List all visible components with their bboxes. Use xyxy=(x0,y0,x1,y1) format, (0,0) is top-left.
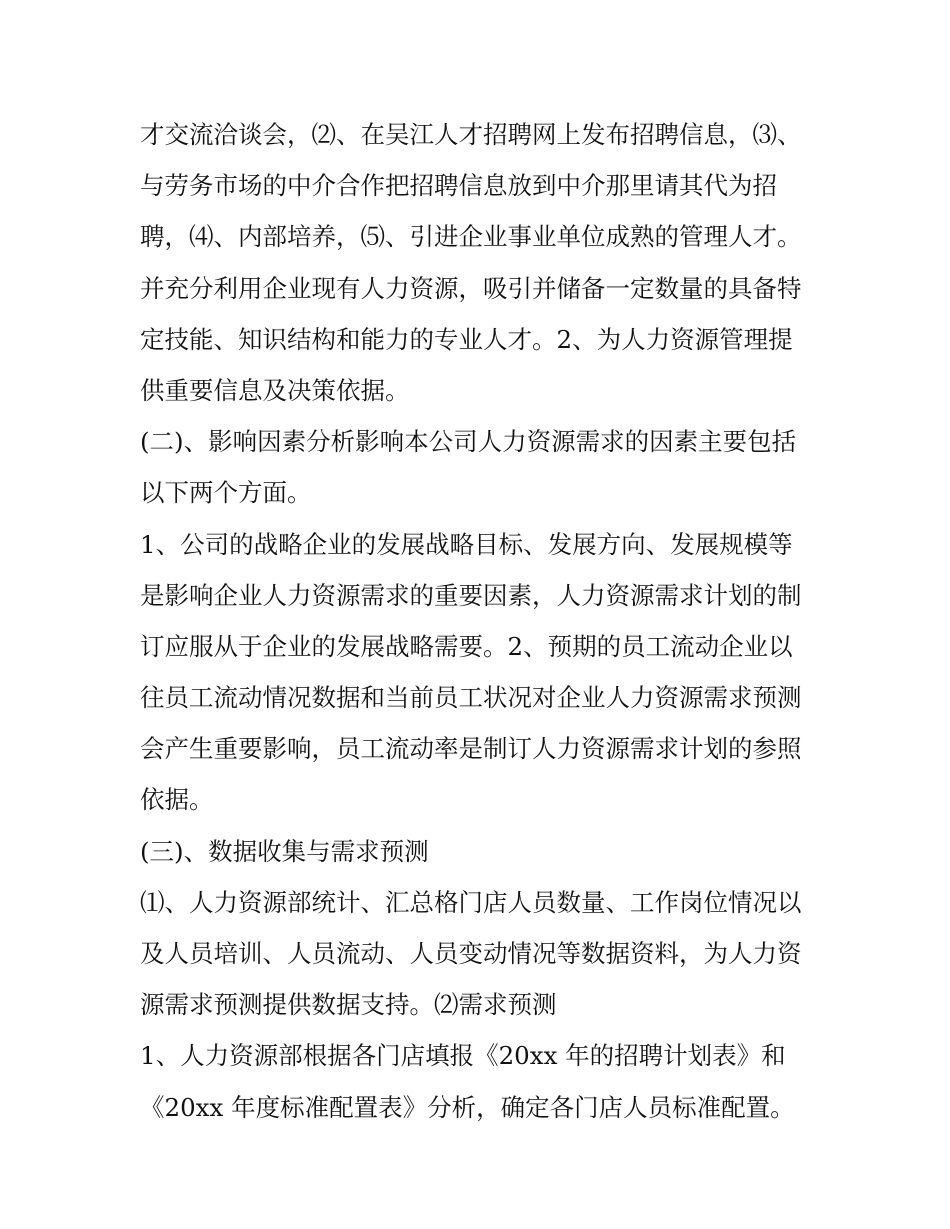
text-line: 往员工流动情况数据和当前员工状况对企业人力资源需求预测 xyxy=(140,683,802,713)
text-line: 源需求预测提供数据支持。⑵需求预测 xyxy=(140,990,557,1020)
section-heading: (二)、影响因素分析影响本公司人力资源需求的因素主要包括 xyxy=(140,427,797,457)
text-line: 《20xx 年度标准配置表》分析，确定各门店人员标准配置。 xyxy=(140,1092,795,1122)
text-line: 并充分利用企业现有人力资源，吸引并储备一定数量的具备特 xyxy=(140,273,802,303)
text-line: 1、人力资源部根据各门店填报《20xx 年的招聘计划表》和 xyxy=(140,1041,786,1071)
section-heading: (三)、数据收集与需求预测 xyxy=(140,836,429,866)
text-line: 供重要信息及决策依据。 xyxy=(140,375,410,405)
text-line: ⑴、人力资源部统计、汇总格门店人员数量、工作岗位情况以 xyxy=(140,887,802,917)
text-line: 是影响企业人力资源需求的重要因素，人力资源需求计划的制 xyxy=(140,580,802,610)
text-line: 1、公司的战略企业的发展战略目标、发展方向、发展规模等 xyxy=(140,529,793,559)
text-line: 依据。 xyxy=(140,785,214,815)
text-line: 聘，⑷、内部培养，⑸、引进企业事业单位成熟的管理人才。 xyxy=(140,222,802,252)
text-line: 订应服从于企业的发展战略需要。2、预期的员工流动企业以 xyxy=(140,631,793,661)
text-line: 与劳务市场的中介合作把招聘信息放到中介那里请其代为招 xyxy=(140,171,777,201)
text-line: 定技能、知识结构和能力的专业人才。2、为人力资源管理提 xyxy=(140,324,793,354)
text-line: 会产生重要影响，员工流动率是制订人力资源需求计划的参照 xyxy=(140,734,802,764)
text-line: 及人员培训、人员流动、人员变动情况等数据资料，为人力资 xyxy=(140,939,802,968)
text-line: 以下两个方面。 xyxy=(140,478,312,508)
text-line: 才交流洽谈会，⑵、在吴江人才招聘网上发布招聘信息，⑶、 xyxy=(140,120,802,149)
